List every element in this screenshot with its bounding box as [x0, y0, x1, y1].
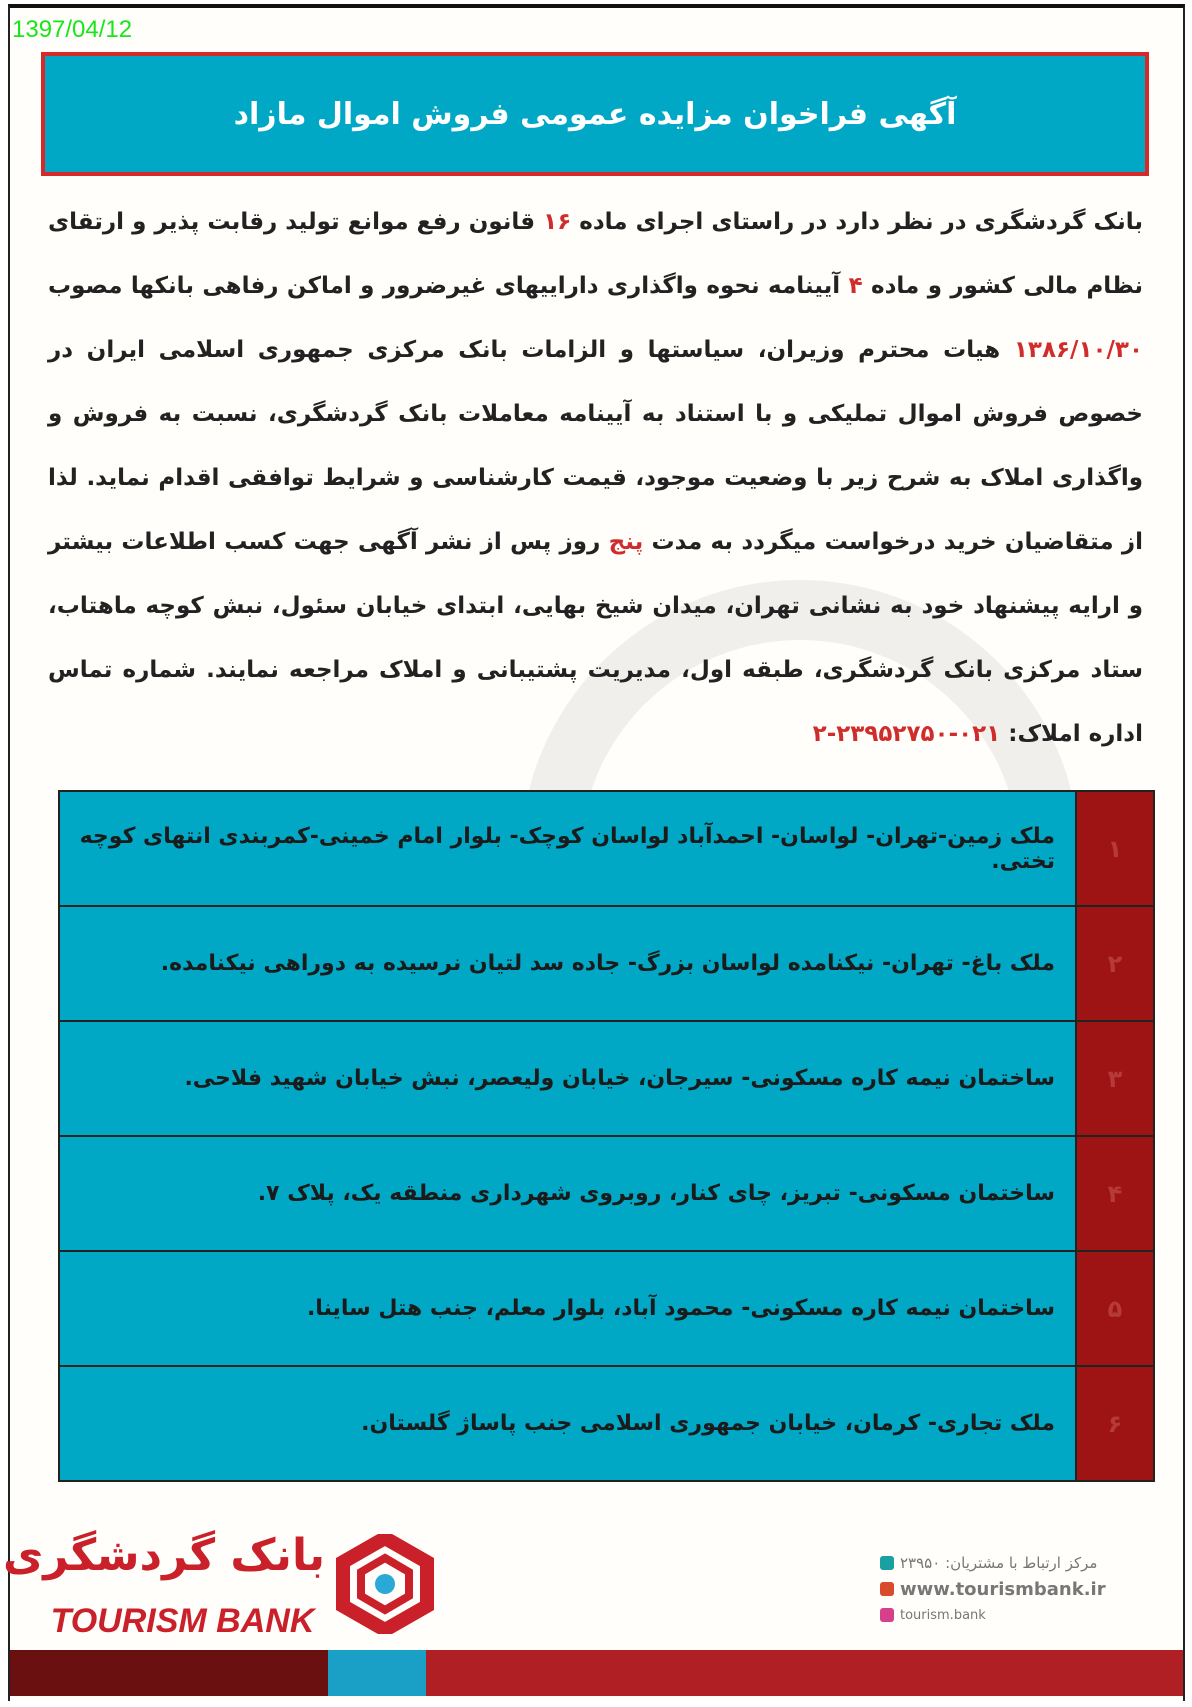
page-title: آگهی فراخوان مزایده عمومی فروش اموال مازاد	[233, 96, 957, 132]
property-description: ملک زمین-تهران- لواسان- احمدآباد لواسان کوچک- بلوار امام خمینی-کمربندی انتهای کوچه تختی.	[60, 792, 1075, 905]
table-row	[60, 907, 1153, 1022]
contact-info	[880, 1550, 1150, 1628]
web-icon	[880, 1582, 894, 1596]
row-number: ۱	[1075, 792, 1153, 905]
phone-icon	[880, 1556, 894, 1570]
logo-texts	[2, 1526, 325, 1644]
property-description: ساختمان مسکونی- تبریز، چای کنار، روبروی شهرداری منطقه یک، پلاک ۷.	[60, 1137, 1075, 1250]
main-content	[48, 190, 1151, 1482]
days-count: پنج	[608, 529, 644, 555]
row-number: ۲	[1075, 907, 1153, 1020]
table-row	[60, 1022, 1153, 1137]
instagram-icon	[880, 1608, 894, 1622]
logo-text-fa: بانک گردشگری	[2, 1530, 325, 1581]
property-description: ملک تجاری- کرمان، خیابان جمهوری اسلامی جنب پاساژ گلستان.	[60, 1367, 1075, 1480]
body-text: آیینامه نحوه واگذاری داراییهای غیرضرور و اماکن رفاهی بانکها مصوب	[48, 273, 849, 299]
body-text: قانون رفع موانع تولید رقابت پذیر و ارتقای نظام مالی کشور و ماده	[48, 209, 1143, 299]
body-text: هیات محترم وزیران، سیاستها و الزامات بانک مرکزی جمهوری اسلامی ایران در خصوص فروش اموال تملیکی و با استناد به آیینامه معاملات بانک گردشگری، نسبت به فروش و واگذاری املاک به شرح زیر با وضعیت موجود، قیمت کارشناسی و شرایط توافقی اقدام نماید. لذا از متقاضیان خرید درخواست میگردد به مدت	[48, 337, 1143, 555]
row-number: ۴	[1075, 1137, 1153, 1250]
title-banner	[41, 52, 1149, 176]
footer-bar-teal	[328, 1650, 426, 1696]
approval-date: ۱۳۸۶/۱۰/۳۰	[1013, 337, 1143, 363]
instagram-handle[interactable]: tourism.bank	[900, 1607, 986, 1623]
logo-text-en: TOURISM BANK	[50, 1602, 315, 1640]
article-number: ۱۶	[543, 209, 572, 235]
website-link[interactable]: www.tourismbank.ir	[900, 1578, 1106, 1600]
article-number: ۴	[848, 273, 863, 299]
row-number: ۵	[1075, 1252, 1153, 1365]
property-description: ساختمان نیمه کاره مسکونی- سیرجان، خیابان ولیعصر، نبش خیابان شهید فلاحی.	[60, 1022, 1075, 1135]
row-number: ۶	[1075, 1367, 1153, 1480]
tourism-bank-logo	[2, 1526, 440, 1644]
date-stamp: 1397/04/12	[12, 16, 133, 43]
table-row	[60, 1137, 1153, 1252]
phone-number: ۰۲۱-۲۳۹۵۲۷۵۰-۲	[812, 721, 1001, 747]
property-description: ساختمان نیمه کاره مسکونی- محمود آباد، بلوار معلم، جنب هتل ساینا.	[60, 1252, 1075, 1365]
footer-color-bar	[10, 1650, 1183, 1696]
row-number: ۳	[1075, 1022, 1153, 1135]
table-row	[60, 792, 1153, 907]
body-text: روز پس از نشر آگهی جهت کسب اطلاعات بیشتر و ارایه پیشنهاد خود به نشانی تهران، میدان شیخ بهایی، ابتدای خیابان سئول، نبش کوچه ماهتاب، ستاد مرکزی بانک گردشگری، طبقه اول، مدیریت پشتیبانی و املاک مراجعه نمایند. شماره تماس اداره املاک:	[48, 529, 1143, 747]
footer-bar-dark	[10, 1650, 328, 1696]
bank-emblem-icon	[335, 1534, 435, 1634]
customer-phone: مرکز ارتباط با مشتریان: ۲۳۹۵۰	[900, 1554, 1098, 1572]
announcement-body	[48, 190, 1143, 766]
table-row	[60, 1252, 1153, 1367]
body-text: بانک گردشگری در نظر دارد در راستای اجرای ماده	[571, 209, 1143, 235]
property-description: ملک باغ- تهران- نیکنامده لواسان بزرگ- جاده سد لتیان نرسیده به دوراهی نیکنامده.	[60, 907, 1075, 1020]
table-row	[60, 1367, 1153, 1480]
property-table	[58, 790, 1155, 1482]
footer-bar-red	[426, 1650, 1183, 1696]
